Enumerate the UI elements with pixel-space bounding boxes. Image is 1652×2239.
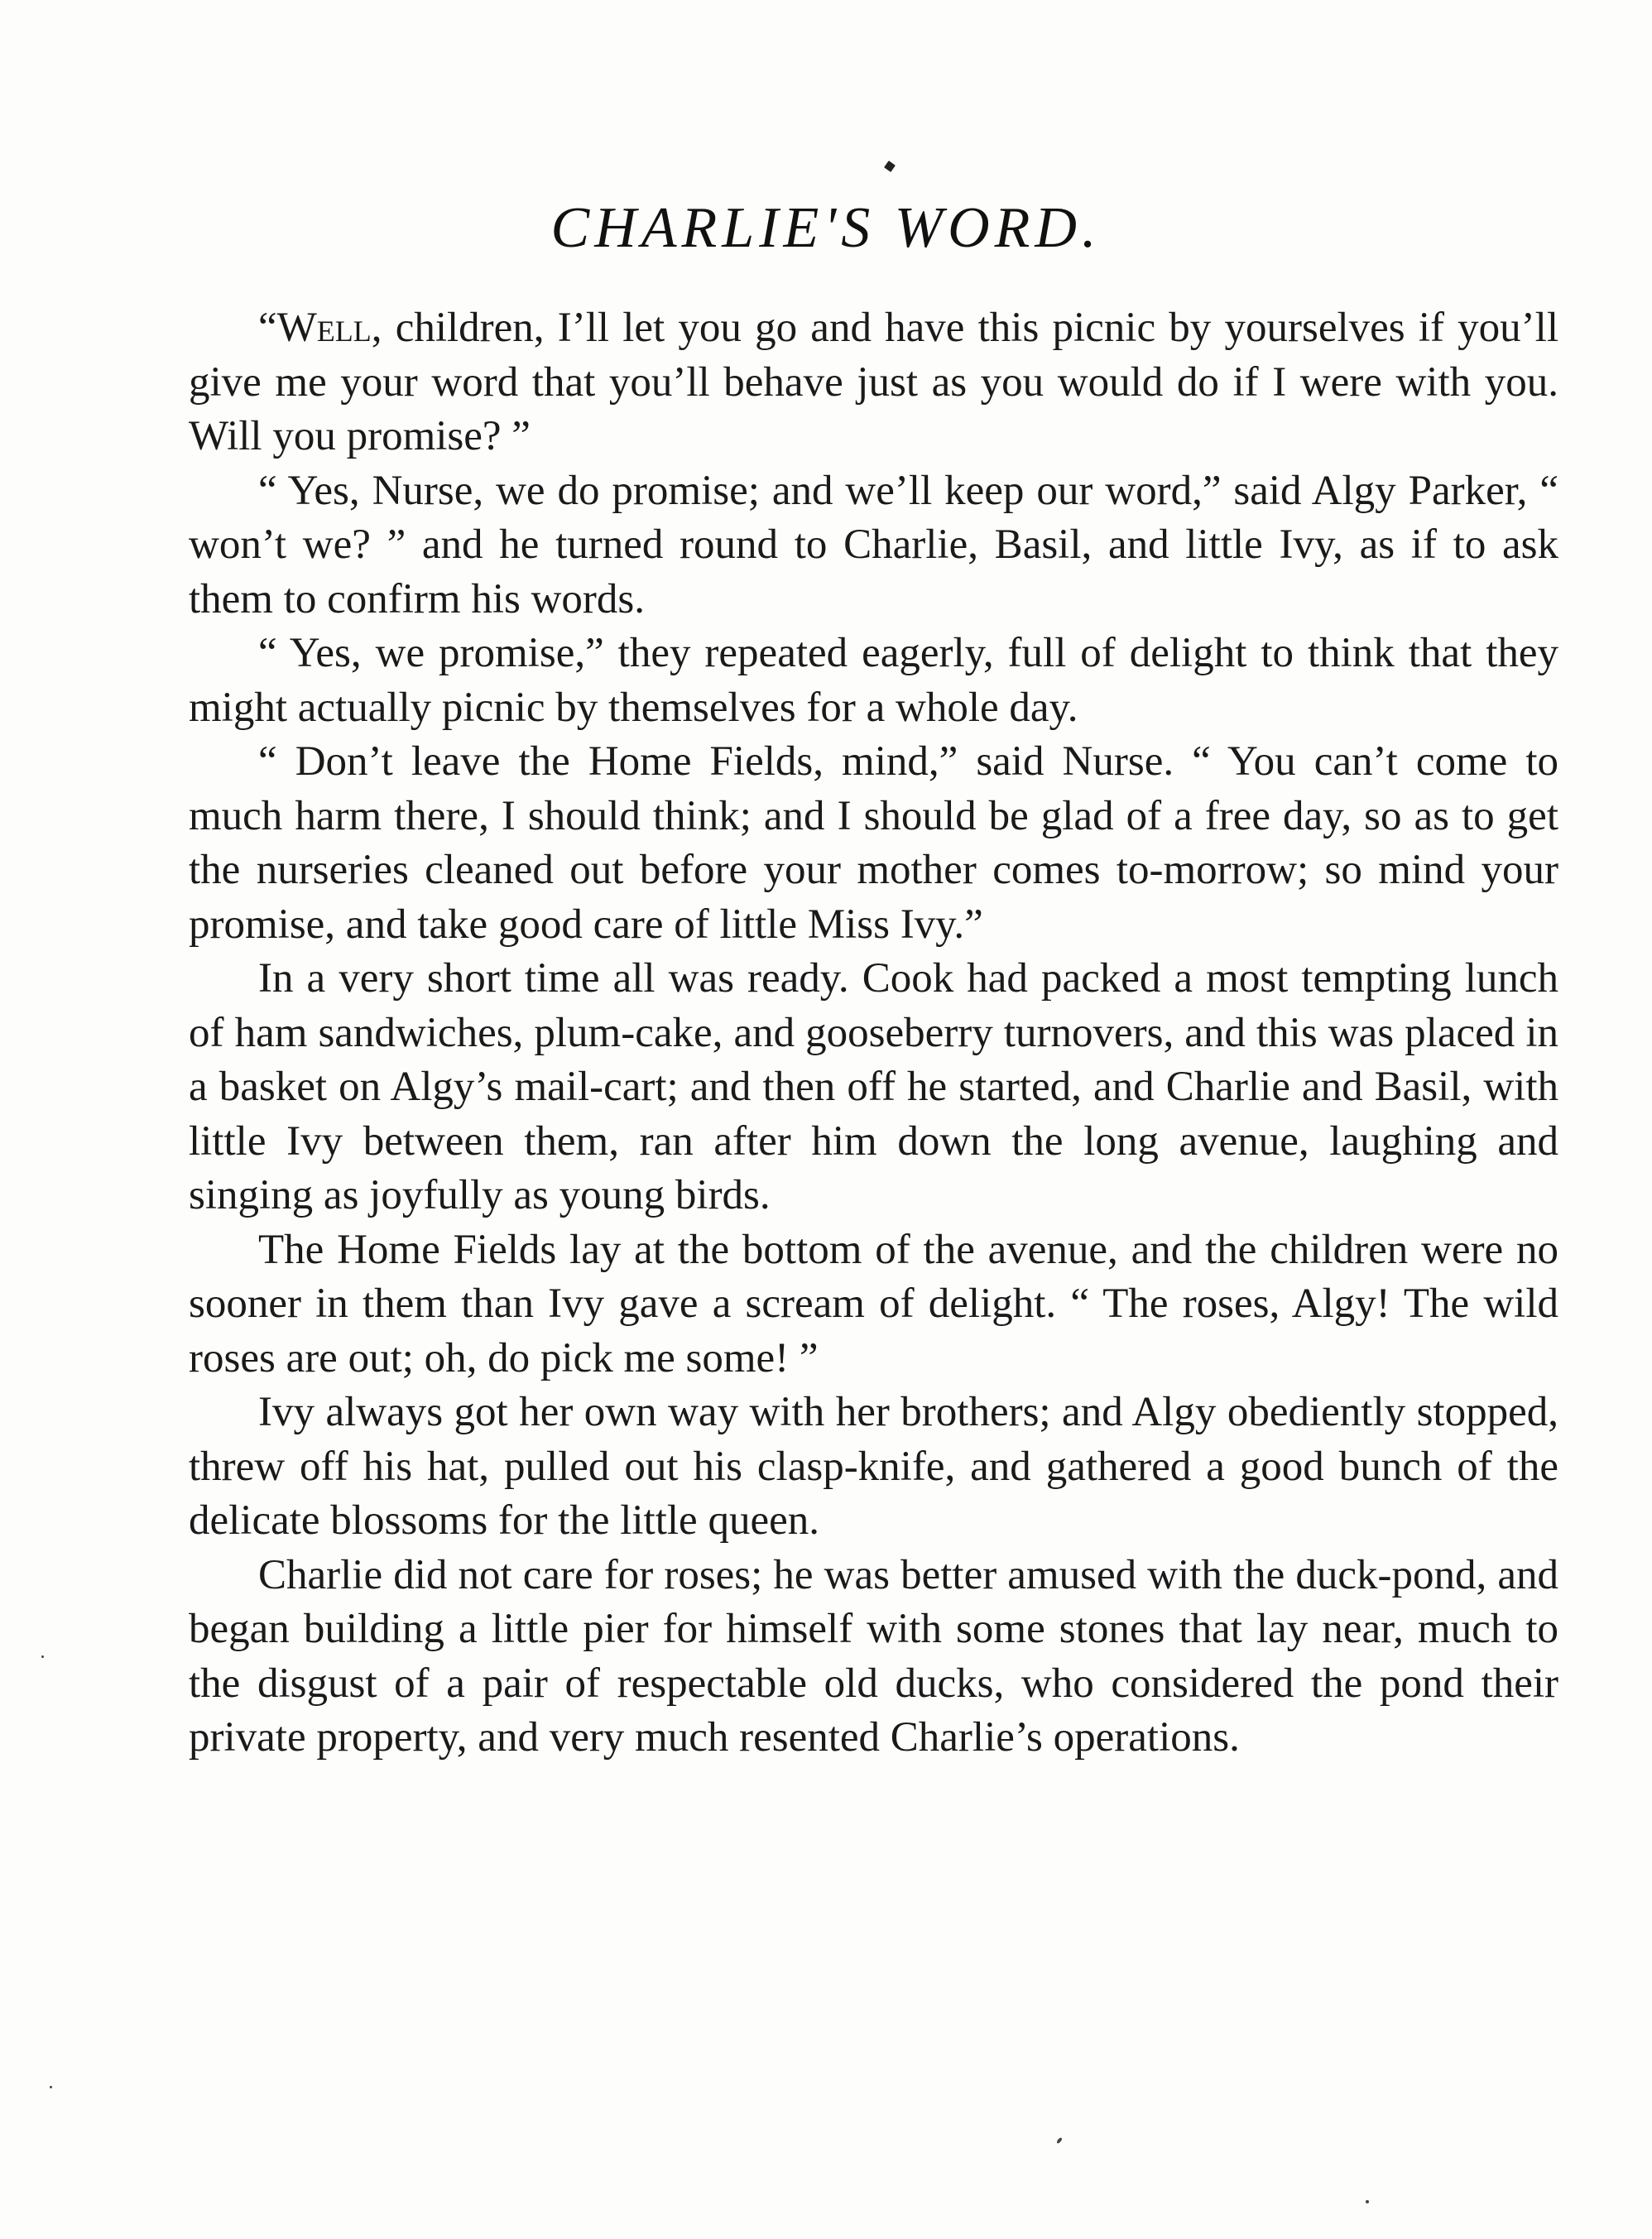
paragraph-4: “ Don’t leave the Home Fields, mind,” said Nurse. “ You can’t come to much harm there, I should think; and I should be glad of a free day, so as to get the nurseries cleaned out before your mother comes to-morrow; so mind your promise, and take good care of little Miss Ivy.”	[189, 738, 1558, 948]
paper-speck	[1056, 2137, 1063, 2145]
paragraph-1	[189, 301, 1558, 464]
body-text	[189, 301, 1558, 1766]
paragraph-8: Charlie did not care for roses; he was better amused with the duck-pond, and began building a little pier for himself with some stones that lay near, much to the disgust of a pair of respectable old ducks, who considered the pond their private property, and very much resented Charlie’s operations.	[189, 1551, 1558, 1761]
paper-speck	[50, 2086, 52, 2088]
paragraph-5: In a very short time all was ready. Cook had packed a most tempting lunch of ham sandwiches, plum-cake, and gooseberry turnovers, and this was placed in a basket on Algy’s mail-cart; and then off he started, and Charlie and Basil, with little Ivy between them, ran after him down the long avenue, laughing and singing as joyfully as young birds.	[189, 955, 1558, 1218]
opening-quote: “	[258, 305, 277, 351]
paragraph-2: “ Yes, Nurse, we do promise; and we’ll keep our word,” said Algy Parker, “ won’t we? ” and he turned round to Charlie, Basil, and little Ivy, as if to ask them to confirm his words.	[189, 467, 1558, 622]
paper-speck	[41, 1655, 44, 1658]
paragraph-6: The Home Fields lay at the bottom of the avenue, and the children were no sooner in them than Ivy gave a scream of delight. “ The roses, Algy! The wild roses are out; oh, do pick me some! ”	[189, 1226, 1558, 1381]
opening-word: Well	[276, 305, 372, 351]
chapter-title: CHARLIE'S WORD.	[550, 196, 1102, 260]
paragraph-7: Ivy always got her own way with her brothers; and Algy obediently stopped, threw off his hat, pulled out his clasp-knife, and gathered a good bunch of the delicate blossoms for the little queen.	[189, 1389, 1558, 1544]
paragraph-1-text: , children, I’ll let you go and have this picnic by yourselves if you’ll give me your word that you’ll behave just as you would do if I were with you. Will you promise? ”	[189, 305, 1558, 459]
paper-speck	[1366, 2200, 1369, 2203]
ink-mark	[884, 161, 896, 172]
paragraph-3: “ Yes, we promise,” they repeated eagerly, full of delight to think that they might actually picnic by themselves for a whole day.	[189, 630, 1558, 731]
